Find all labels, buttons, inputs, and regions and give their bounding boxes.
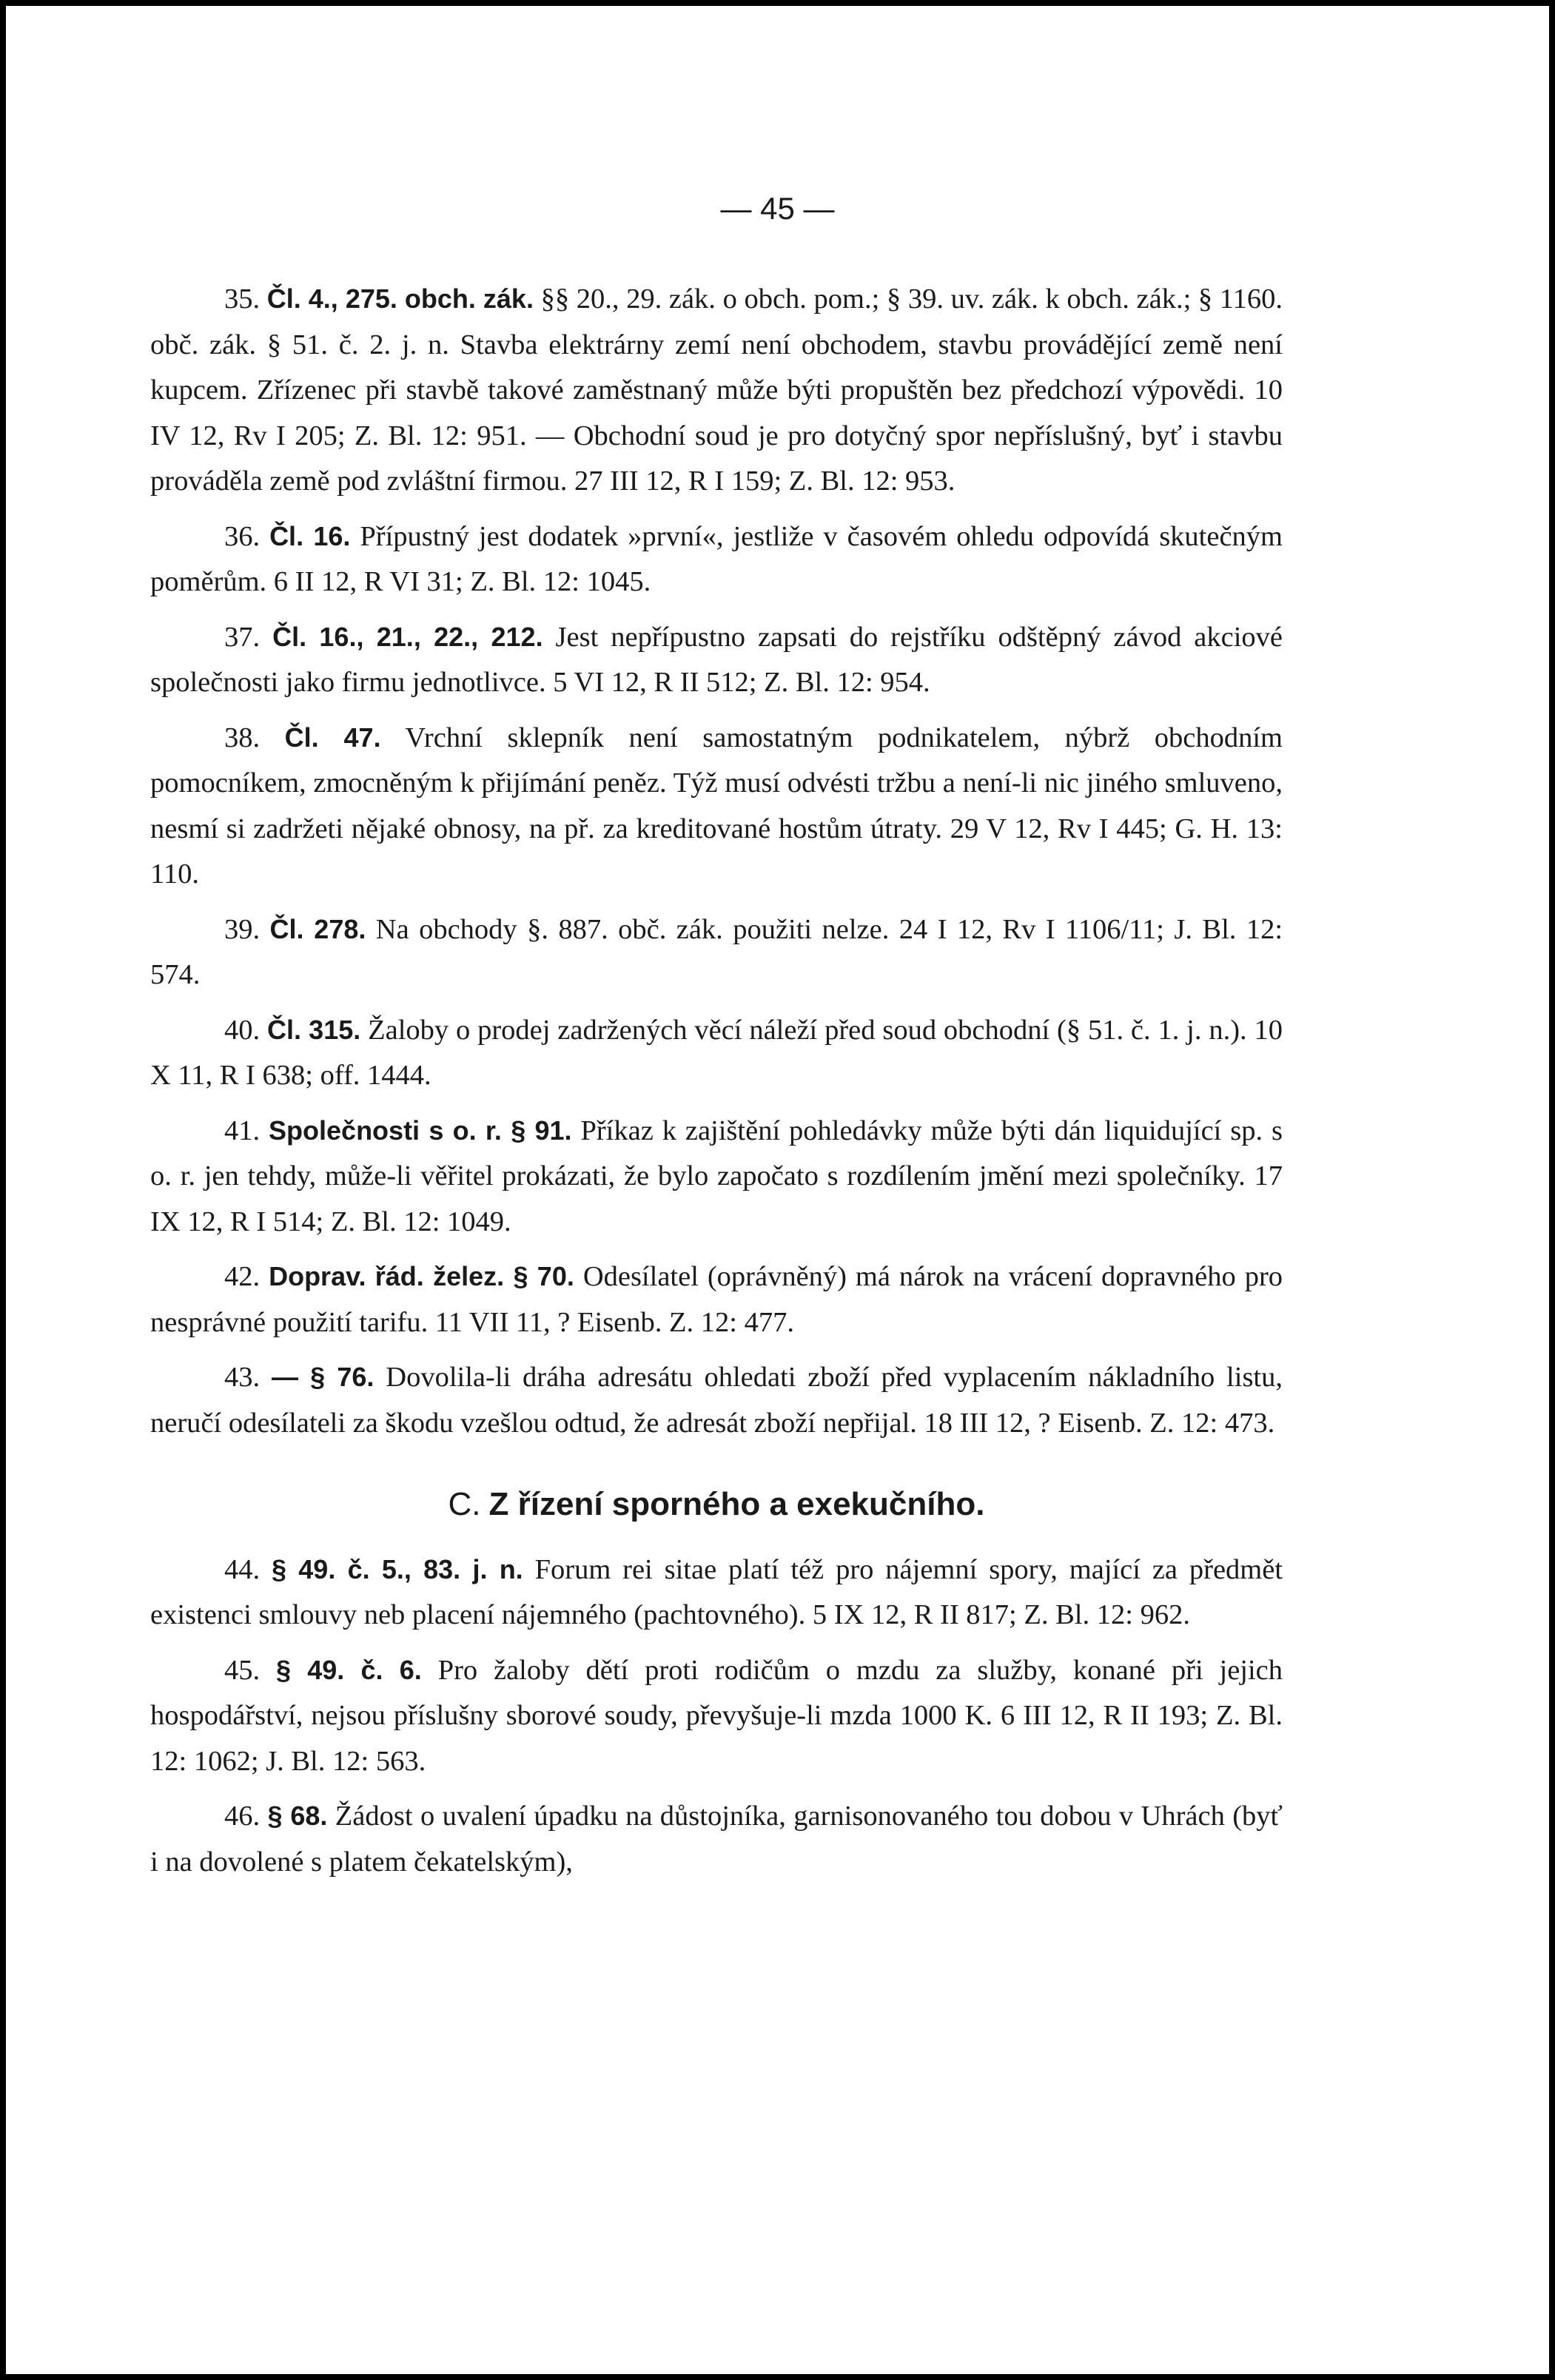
entry-paragraph (150, 614, 1283, 706)
entry-number: 41. (224, 1115, 261, 1146)
entry-paragraph (150, 276, 1283, 505)
entry-text: Přípustný jest dodatek »první«, jestliže v časovém ohledu odpovídá skutečným poměrům. 6 II 12, R VI 31; Z. Bl. 12: 1045. (150, 520, 1283, 597)
section-letter: C. (448, 1486, 481, 1522)
entry-heading: Čl. 47. (284, 722, 381, 753)
entry-heading: Čl. 4., 275. obch. zák. (266, 283, 534, 314)
entry-paragraph (150, 1007, 1283, 1099)
entry-heading: Společnosti s o. r. § 91. (269, 1115, 572, 1146)
document-page (6, 6, 1549, 2374)
entry-text: Dovolila-li dráha adresátu ohledati zboží před vyplacením nákladního listu, neručí odesílateli za škodu vzešlou odtud, že adresát zboží nepřijal. 18 III 12, ? Eisenb. Z. 12: 473. (150, 1362, 1283, 1439)
entry-text: Příkaz k zajištění pohledávky může býti dán liquidující sp. s o. r. jen tehdy, může-li věřitel prokázati, že bylo započato s rozdílením jmění mezi společníky. 17 IX 12, R I 514; Z. Bl. 12: 1049. (150, 1115, 1283, 1237)
entry-number: 38. (224, 722, 261, 753)
entry-number: 37. (224, 621, 261, 653)
entry-number: 43. (224, 1362, 261, 1393)
entry-number: 45. (224, 1654, 261, 1686)
entry-paragraph (150, 1647, 1283, 1785)
entry-text: Vrchní sklepník není samostatným podnikatelem, nýbrž obchodním pomocníkem, zmocněným k přijímání peněz. Týž musí odvésti tržbu a není-li nic jiného smluveno, nesmí si zadržeti nějaké obnosy, na př. za kreditované hostům útraty. 29 V 12, Rv I 445; G. H. 13: 110. (150, 722, 1283, 890)
entry-text: Žaloby o prodej zadržených věcí náleží před soud obchodní (§ 51. č. 1. j. n.). 10 X 11, R I 638; off. 1444. (150, 1014, 1283, 1091)
entries-list-part1 (150, 276, 1283, 1446)
entry-number: 39. (224, 913, 261, 945)
section-title: Z řízení sporného a exekučního. (488, 1486, 985, 1522)
entry-number: 40. (224, 1014, 261, 1046)
entry-paragraph (150, 715, 1283, 898)
page-content (150, 276, 1283, 1894)
entry-paragraph (150, 514, 1283, 605)
entry-text: Forum rei sitae platí též pro nájemní spory, mající za předmět existenci smlouvy neb placení nájemného (pachtovného). 5 IX 12, R II 817; Z. Bl. 12: 962. (150, 1553, 1283, 1630)
entry-text: Pro žaloby dětí proti rodičům o mzdu za služby, konané při jejich hospodářství, nejsou příslušny sborové soudy, převyšuje-li mzda 1000 K. 6 III 12, R II 193; Z. Bl. 12: 1062; J. Bl. 12: 563. (150, 1654, 1283, 1777)
entry-heading: § 49. č. 6. (275, 1654, 422, 1685)
entry-heading: — § 76. (271, 1362, 375, 1392)
entry-text: Na obchody §. 887. obč. zák. použiti nelze. 24 I 12, Rv I 1106/11; J. Bl. 12: 574. (150, 913, 1283, 990)
entry-text: §§ 20., 29. zák. o obch. pom.; § 39. uv. zák. k obch. zák.; § 1160. obč. zák. § 51. č. 2. j. n. Stavba elektrárny zemí není obchodem, stavbu provádějící země není kupcem. Zřízenec při stavbě takové zaměstnaný může býti propuštěn bez předchozí výpovědi. 10 IV 12, Rv I 205; Z. Bl. 12: 951. — Obchodní soud je pro dotyčný spor nepříslušný, byť i stavbu prováděla země pod zvláštní firmou. 27 III 12, R I 159; Z. Bl. 12: 953. (150, 283, 1283, 497)
entry-heading: § 68. (267, 1801, 328, 1831)
entry-paragraph (150, 1354, 1283, 1446)
entry-number: 35. (224, 283, 261, 315)
entry-paragraph (150, 1547, 1283, 1638)
entry-heading: Čl. 278. (269, 913, 366, 944)
entry-heading: Čl. 16. (269, 520, 351, 551)
page-number: — 45 — (720, 191, 835, 226)
entry-heading: Čl. 16., 21., 22., 212. (272, 621, 543, 652)
entry-paragraph (150, 1108, 1283, 1246)
entry-number: 44. (224, 1553, 261, 1585)
entry-number: 42. (224, 1261, 261, 1292)
entry-heading: Čl. 315. (266, 1014, 361, 1045)
entry-heading: § 49. č. 5., 83. j. n. (272, 1553, 523, 1584)
section-heading (150, 1482, 1283, 1527)
entry-text: Odesílatel (oprávněný) má nárok na vrácení dopravného pro nesprávné použití tarifu. 11 VII 11, ? Eisenb. Z. 12: 477. (150, 1261, 1283, 1338)
entry-heading: Doprav. řád. želez. § 70. (269, 1261, 574, 1291)
entry-paragraph (150, 1793, 1283, 1885)
entry-number: 36. (224, 520, 261, 552)
entry-text: Žádost o uvalení úpadku na důstojníka, garnisonovaného tou dobou v Uhrách (byť i na dovolené s platem čekatelským), (150, 1801, 1283, 1878)
entry-number: 46. (224, 1801, 261, 1832)
entries-list-part2 (150, 1547, 1283, 1886)
entry-text: Jest nepřípustno zapsati do rejstříku odštěpný závod akciové společnosti jako firmu jednotlivce. 5 VI 12, R II 512; Z. Bl. 12: 954. (150, 621, 1283, 698)
entry-paragraph (150, 907, 1283, 998)
entry-paragraph (150, 1254, 1283, 1345)
